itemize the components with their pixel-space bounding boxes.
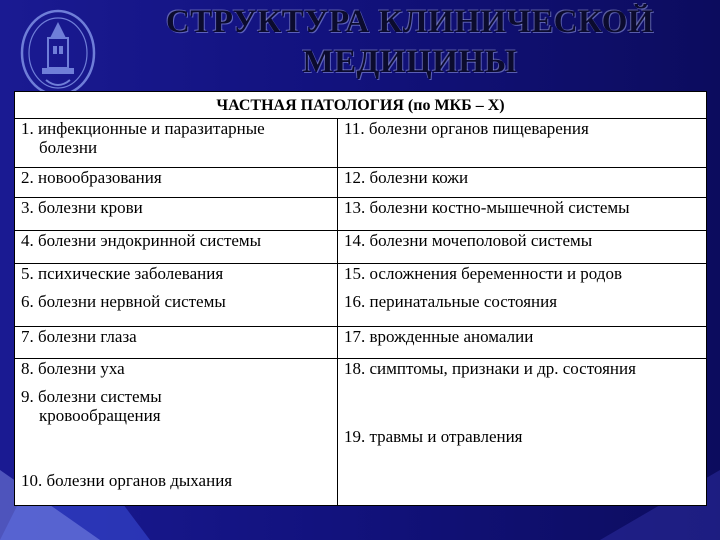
table-cell [15, 168, 338, 198]
list-item: 12. болезни кожи [344, 168, 469, 187]
list-item-continuation: болезни [39, 138, 98, 157]
table-cell [338, 119, 707, 168]
table-cell [15, 327, 338, 359]
list-item: 9. болезни системы [21, 387, 162, 406]
pathology-table [14, 91, 707, 506]
list-item: 11. болезни органов пищеварения [344, 119, 589, 138]
list-item-continuation: кровообращения [39, 406, 161, 425]
table-cell [338, 168, 707, 198]
list-item: 15. осложнения беременности и родов [344, 264, 622, 283]
table-cell [338, 359, 707, 506]
table-row [15, 359, 707, 506]
list-item: 17. врожденные аномалии [344, 327, 534, 346]
table-row [15, 168, 707, 198]
table-cell [338, 231, 707, 264]
list-item: 4. болезни эндокринной системы [21, 231, 262, 250]
table-cell [15, 359, 338, 506]
table-cell [15, 264, 338, 327]
list-item: 19. травмы и отравления [344, 427, 523, 446]
table-cell [338, 264, 707, 327]
list-item: 5. психические заболевания [21, 264, 224, 283]
list-item: 18. симптомы, признаки и др. состояния [344, 359, 636, 378]
table-cell [338, 198, 707, 231]
table-row [15, 327, 707, 359]
table-cell [15, 231, 338, 264]
slide-title-line-2: МЕДИЦИНЫ [302, 44, 518, 80]
university-crest-icon [18, 8, 98, 103]
list-item: 2. новообразования [21, 168, 162, 187]
table-row [15, 264, 707, 327]
list-item: 7. болезни глаза [21, 327, 137, 346]
list-item: 10. болезни органов дыхания [21, 471, 233, 490]
slide-title [120, 2, 700, 82]
table-header: ЧАСТНАЯ ПАТОЛОГИЯ (по МКБ – Х) [15, 92, 707, 119]
list-item: 6. болезни нервной системы [21, 292, 226, 311]
slide-title-line-1: СТРУКТУРА КЛИНИЧЕСКОЙ [165, 4, 655, 40]
list-item: 14. болезни мочеполовой системы [344, 231, 593, 250]
table-row [15, 119, 707, 168]
list-item: 8. болезни уха [21, 359, 125, 378]
list-item: 13. болезни костно-мышечной системы [344, 198, 630, 217]
table-row [15, 231, 707, 264]
list-item: 3. болезни крови [21, 198, 143, 217]
list-item: 16. перинатальные состояния [344, 292, 558, 311]
table-cell [15, 119, 338, 168]
list-item: 1. инфекционные и паразитарные [21, 119, 265, 138]
table-cell [15, 198, 338, 231]
table-cell [338, 327, 707, 359]
table-row [15, 198, 707, 231]
